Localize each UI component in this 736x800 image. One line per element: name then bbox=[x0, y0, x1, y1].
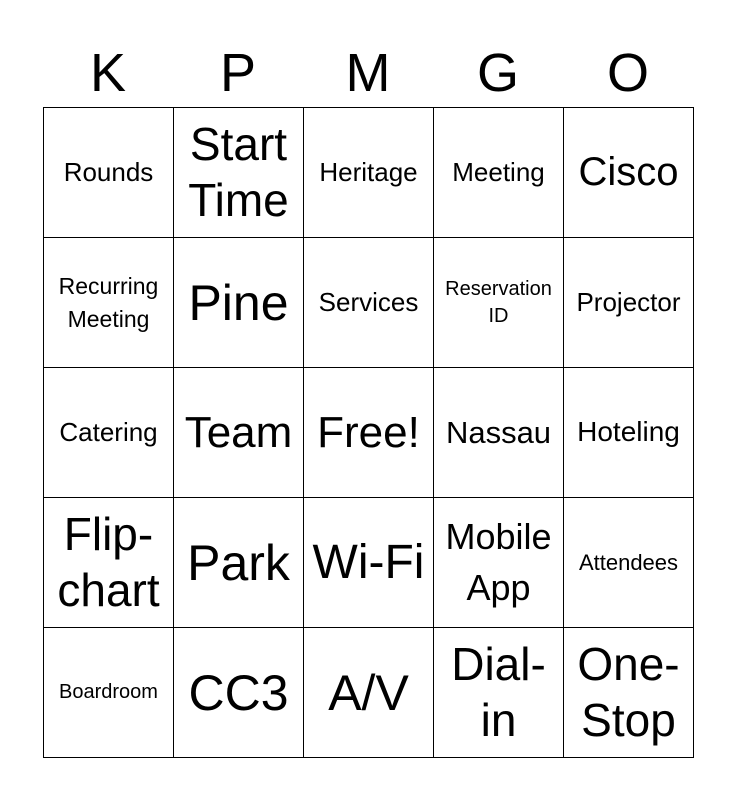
bingo-cell[interactable]: Free! bbox=[304, 368, 434, 498]
bingo-cell[interactable]: Meeting bbox=[434, 108, 564, 238]
bingo-cell[interactable]: Park bbox=[174, 498, 304, 628]
bingo-cell[interactable]: Heritage bbox=[304, 108, 434, 238]
bingo-cell[interactable]: Nassau bbox=[434, 368, 564, 498]
bingo-cell[interactable]: Mobile App bbox=[434, 498, 564, 628]
bingo-cell[interactable]: Hoteling bbox=[564, 368, 694, 498]
bingo-cell[interactable]: Catering bbox=[44, 368, 174, 498]
header-letter-g: G bbox=[476, 43, 519, 103]
bingo-cell[interactable]: Reservation ID bbox=[434, 238, 564, 368]
bingo-cell[interactable]: Cisco bbox=[564, 108, 694, 238]
bingo-cell[interactable]: Dial-in bbox=[434, 628, 564, 758]
header-letter-m: M bbox=[345, 43, 391, 103]
header-letter-k: K bbox=[89, 43, 127, 103]
bingo-cell[interactable]: Rounds bbox=[44, 108, 174, 238]
bingo-cell[interactable]: One-Stop bbox=[564, 628, 694, 758]
bingo-cell[interactable]: Wi-Fi bbox=[304, 498, 434, 628]
bingo-cell[interactable]: Services bbox=[304, 238, 434, 368]
bingo-cell[interactable]: CC3 bbox=[174, 628, 304, 758]
header-letter-o: O bbox=[606, 43, 649, 103]
bingo-cell[interactable]: Attendees bbox=[564, 498, 694, 628]
bingo-board bbox=[43, 107, 694, 758]
bingo-cell[interactable]: Recurring Meeting bbox=[44, 238, 174, 368]
bingo-cell[interactable]: Flip-chart bbox=[44, 498, 174, 628]
bingo-cell[interactable]: Start Time bbox=[174, 108, 304, 238]
bingo-cell[interactable]: A/V bbox=[304, 628, 434, 758]
bingo-cell[interactable]: Team bbox=[174, 368, 304, 498]
header-letter-p: P bbox=[219, 43, 257, 103]
bingo-header bbox=[43, 40, 693, 106]
bingo-cell[interactable]: Pine bbox=[174, 238, 304, 368]
bingo-cell[interactable]: Boardroom bbox=[44, 628, 174, 758]
bingo-cell[interactable]: Projector bbox=[564, 238, 694, 368]
